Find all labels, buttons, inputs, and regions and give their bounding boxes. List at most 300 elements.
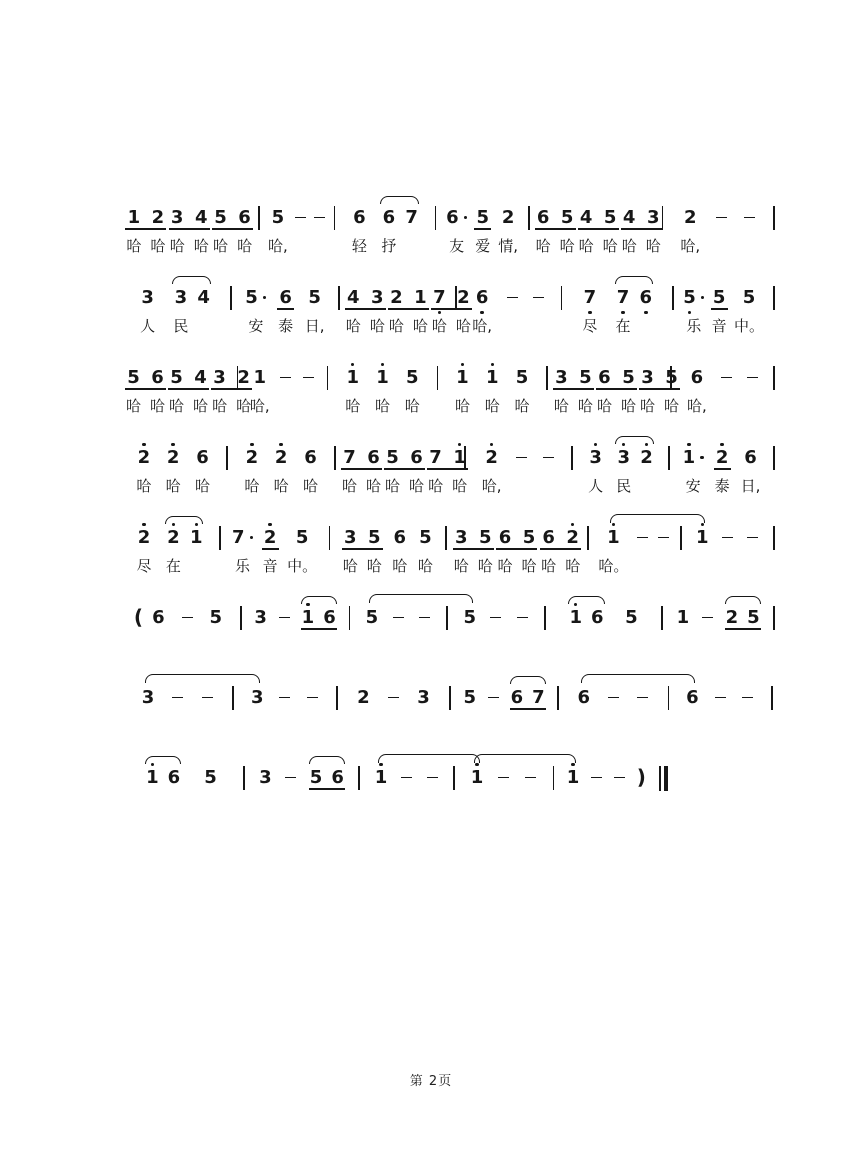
note-group — [530, 286, 547, 309]
note-glyph — [357, 686, 370, 709]
note-digit: 1 — [456, 366, 469, 389]
note-glyph — [245, 286, 266, 309]
note-digit: 4 — [194, 207, 208, 228]
note-group — [638, 366, 681, 416]
dash-cell — [532, 286, 545, 309]
note-cell — [194, 206, 209, 256]
note-glyph — [457, 286, 470, 309]
note-glyph — [476, 206, 489, 229]
note-group — [485, 686, 502, 709]
note-group — [495, 766, 512, 789]
note-digit: 1 — [569, 606, 582, 629]
note-group — [171, 286, 212, 336]
duration-dash — [716, 217, 727, 219]
note-cell — [726, 606, 739, 629]
dash-cell — [613, 766, 626, 789]
note-glyph — [417, 686, 430, 709]
note-glyph — [151, 366, 164, 389]
note-glyph — [479, 526, 492, 549]
note-digit: 5 — [271, 207, 285, 228]
note-cell — [712, 286, 727, 336]
final-barline-thick — [664, 766, 669, 791]
duration-dash — [307, 697, 318, 699]
measure — [669, 686, 771, 709]
note-glyph — [426, 766, 439, 789]
dash-cell — [497, 766, 510, 789]
measure — [455, 766, 553, 789]
note-digit: 5 — [386, 447, 399, 468]
note-glyph — [331, 766, 344, 789]
note-group — [303, 286, 327, 336]
note-digit: 6 — [640, 286, 653, 309]
note-cell — [640, 366, 655, 416]
note-digit: 1 — [253, 367, 267, 388]
note-digit: 3 — [646, 207, 660, 228]
lyric: 哈 — [602, 237, 618, 255]
octave-dot-high — [351, 363, 354, 366]
note-glyph — [446, 206, 467, 229]
note-cell — [475, 206, 490, 256]
note-group — [483, 366, 502, 416]
note-group — [243, 286, 268, 336]
note-cell — [170, 206, 185, 256]
note-glyph — [400, 766, 413, 789]
dash-cell — [720, 366, 733, 389]
measure — [330, 526, 445, 576]
note-group — [744, 526, 761, 549]
note-glyph — [665, 366, 678, 389]
note-group — [424, 766, 441, 789]
lyric: 民 — [173, 317, 189, 335]
note-glyph — [714, 686, 727, 709]
note-group — [344, 286, 387, 336]
octave-dot-high — [151, 763, 154, 766]
note-group — [144, 766, 182, 789]
note-digit: 5 — [309, 767, 323, 788]
note-digit: 6 — [510, 687, 524, 708]
note-glyph — [569, 606, 582, 629]
note-glyph — [296, 526, 309, 549]
measure — [360, 766, 453, 789]
note-group — [596, 526, 630, 576]
note-digit: 6 — [577, 687, 591, 708]
note-group — [685, 366, 709, 416]
measure — [466, 446, 572, 496]
note-glyph — [383, 206, 396, 229]
note-digit: 2 — [151, 207, 165, 228]
duration-dash — [721, 377, 732, 379]
note-digit: 1 — [567, 766, 580, 789]
note-group — [311, 206, 328, 229]
note-cell — [715, 446, 730, 496]
duration-dash — [388, 697, 399, 699]
note-digit: 3 — [555, 367, 568, 388]
note-group — [230, 526, 255, 576]
augmentation-dot — [700, 456, 704, 460]
note-group — [635, 766, 648, 789]
lyric: 哈 — [521, 557, 537, 575]
note-group — [684, 686, 701, 709]
note-digit: 6 — [686, 687, 699, 708]
dash-cell — [426, 766, 439, 789]
measure — [682, 526, 774, 549]
note-group — [164, 446, 183, 496]
note-digit: 6 — [598, 367, 611, 388]
note-digit: 6 — [690, 367, 704, 388]
octave-dot-high — [381, 363, 384, 366]
note-group — [383, 446, 426, 496]
note-glyph — [489, 606, 502, 629]
note-digit: 6 — [353, 207, 366, 228]
note-group — [261, 526, 280, 576]
note-group — [138, 286, 157, 336]
note-group — [495, 526, 538, 576]
note-digit: 2 — [275, 446, 288, 469]
note-cell — [485, 366, 500, 416]
note-group — [480, 446, 504, 496]
note-cell — [588, 446, 603, 496]
note-cell — [392, 526, 407, 576]
note-digit: 2 — [566, 526, 579, 549]
note-cell — [244, 446, 259, 496]
lyric: 哈 — [514, 397, 530, 415]
duration-dash — [427, 777, 438, 779]
note-digit: 6 — [238, 207, 251, 228]
note-cell — [579, 206, 594, 256]
note-group — [242, 446, 261, 496]
note-digit: 5 — [419, 527, 432, 548]
barline — [773, 366, 775, 390]
note-cell — [126, 366, 141, 416]
note-glyph — [637, 766, 646, 789]
score-line-2 — [120, 286, 775, 336]
lyric: 哈 — [578, 237, 594, 255]
note-cell — [418, 526, 433, 576]
lyric: 哈, — [680, 237, 701, 255]
note-group — [140, 686, 157, 709]
dash-cell — [418, 606, 431, 629]
dash-cell — [171, 686, 184, 709]
note-digit: 7 — [617, 286, 630, 309]
note-cell — [455, 366, 470, 416]
note-glyph — [254, 366, 267, 389]
note-glyph — [691, 366, 704, 389]
lyric: 哈 — [237, 237, 253, 255]
note-cell — [616, 286, 631, 336]
note-digit: 3 — [250, 687, 264, 708]
note-digit: 5 — [683, 286, 696, 309]
note-glyph — [405, 206, 418, 229]
note-digit: 7 — [532, 687, 545, 708]
dash-cell — [657, 526, 670, 549]
octave-dot-high — [701, 523, 704, 526]
augmentation-dot — [263, 296, 267, 300]
duration-dash — [543, 457, 554, 459]
note-digit: 7 — [232, 527, 245, 548]
note-group — [373, 366, 392, 416]
note-cell — [482, 446, 502, 496]
lyric: 哈 — [366, 557, 382, 575]
note-cell — [305, 286, 325, 336]
note-glyph — [171, 206, 184, 229]
duration-dash — [419, 617, 430, 619]
note-digit: 4 — [579, 207, 593, 228]
note-digit: 5 — [463, 687, 477, 708]
duration-dash — [614, 777, 625, 779]
note-digit: 1 — [471, 766, 484, 789]
note-group — [469, 766, 486, 789]
note-digit: 3 — [343, 527, 357, 548]
score-line-5 — [120, 526, 775, 576]
note-cell — [541, 526, 556, 576]
measure — [663, 606, 773, 629]
dash-cell — [636, 686, 649, 709]
measure — [120, 286, 230, 336]
note-digit: 4 — [197, 287, 210, 308]
note-group — [124, 366, 167, 416]
lyric: 安 — [685, 477, 701, 495]
duration-dash — [516, 457, 527, 459]
note-digit: 5 — [209, 607, 222, 628]
note-cell — [303, 446, 318, 496]
note-group — [681, 446, 706, 496]
measure — [448, 606, 544, 629]
lyric: 哈 — [663, 397, 679, 415]
lyric: 哈 — [428, 477, 444, 495]
dash-cell — [515, 446, 528, 469]
note-digit: 5 — [665, 367, 678, 388]
lyric: 哈, — [686, 397, 707, 415]
note-glyph — [353, 206, 366, 229]
note-glyph — [523, 526, 536, 549]
note-cell — [254, 606, 267, 629]
note-digit: 5 — [476, 207, 489, 228]
note-cell — [136, 526, 151, 576]
lyric: 哈 — [169, 397, 185, 415]
slur-arc — [725, 596, 761, 604]
note-glyph — [146, 766, 159, 789]
lyric: 哈 — [244, 477, 260, 495]
note-glyph — [532, 286, 545, 309]
note-group — [304, 686, 321, 709]
note-glyph — [279, 286, 292, 309]
note-digit: 1 — [486, 366, 499, 389]
note-glyph — [604, 206, 617, 229]
lyric: 哈 — [454, 397, 470, 415]
note-digit: 5 — [308, 287, 321, 308]
dash-cell — [741, 686, 754, 709]
measure — [447, 526, 587, 576]
note-digit: 4 — [622, 207, 636, 228]
note-digit: 7 — [433, 286, 446, 309]
measure — [242, 606, 349, 629]
octave-dot-high — [461, 363, 464, 366]
note-glyph — [197, 286, 210, 309]
duration-dash — [279, 697, 290, 699]
duration-dash — [742, 697, 753, 699]
note-glyph — [175, 286, 188, 309]
note-digit: 5 — [747, 607, 760, 628]
note-digit: 1 — [676, 607, 690, 628]
barline — [773, 606, 775, 630]
note-glyph — [168, 766, 181, 789]
duration-dash — [591, 777, 602, 779]
note-cell — [747, 606, 760, 629]
note-cell — [417, 686, 430, 709]
note-glyph — [275, 446, 288, 469]
note-glyph — [387, 686, 400, 709]
note-digit: 2 — [357, 687, 370, 708]
lyric: 哈 — [452, 477, 468, 495]
note-cell — [554, 366, 569, 416]
note-group — [620, 206, 663, 256]
note-group — [614, 286, 655, 336]
note-group — [513, 366, 532, 416]
note-glyph — [746, 526, 759, 549]
note-glyph — [743, 206, 756, 229]
note-glyph — [747, 606, 760, 629]
lyric: 哈 — [126, 397, 142, 415]
note-glyph — [347, 286, 360, 309]
measure — [328, 366, 436, 416]
note-cell — [152, 606, 165, 629]
note-group — [470, 286, 494, 336]
octave-dot-high — [379, 763, 382, 766]
lyric: 哈 — [342, 557, 358, 575]
note-glyph — [516, 366, 529, 389]
note-cell — [622, 206, 637, 256]
lyric: 哈 — [559, 237, 575, 255]
octave-dot-high — [171, 443, 174, 446]
lyric: 日, — [740, 477, 761, 495]
note-cell — [168, 766, 181, 789]
note-glyph — [486, 366, 499, 389]
note-digit: 3 — [589, 446, 602, 469]
note-glyph — [246, 446, 259, 469]
note-group — [634, 686, 651, 709]
measure — [562, 286, 672, 336]
note-group — [744, 366, 761, 389]
lyric: 轻 — [351, 237, 367, 255]
note-digit: 6 — [304, 447, 317, 468]
note-cell — [375, 766, 388, 789]
note-glyph — [344, 526, 357, 549]
note-glyph — [128, 206, 141, 229]
note-group — [199, 686, 216, 709]
note-group — [387, 286, 430, 336]
note-glyph — [259, 766, 272, 789]
note-group — [373, 766, 390, 789]
octave-dot-high — [306, 603, 309, 606]
note-group — [719, 526, 736, 549]
note-digit: 6 — [591, 607, 604, 628]
note-digit: 7 — [429, 447, 442, 468]
barline — [773, 206, 775, 230]
note-digit: 2 — [167, 446, 180, 469]
note-digit: 6 — [536, 207, 550, 228]
note-glyph — [686, 686, 699, 709]
note-digit: 2 — [138, 446, 151, 469]
note-group — [169, 686, 186, 709]
note-glyph — [264, 526, 277, 549]
note-digit: 3 — [213, 367, 226, 388]
lyric: 哈 — [553, 397, 569, 415]
duration-dash — [533, 297, 544, 299]
note-cell — [367, 526, 382, 576]
lyric: 哈。 — [598, 557, 629, 575]
duration-dash — [637, 537, 648, 539]
note-digit: 5 — [245, 287, 258, 308]
note-group — [248, 366, 272, 416]
duration-dash — [608, 697, 619, 699]
note-group — [193, 446, 212, 496]
dash-cell — [636, 526, 649, 549]
note-cell — [567, 766, 580, 789]
note-cell — [511, 686, 524, 709]
note-cell — [582, 286, 597, 336]
duration-dash — [744, 217, 755, 219]
note-group — [426, 446, 469, 496]
note-glyph — [476, 286, 489, 309]
measure — [120, 206, 258, 256]
measure — [674, 286, 774, 336]
note-glyph — [463, 606, 476, 629]
note-digit: 2 — [237, 367, 250, 388]
note-cell — [173, 286, 188, 336]
dash-cell — [746, 366, 759, 389]
note-digit: 6 — [393, 527, 407, 548]
note-digit: 5 — [170, 367, 183, 388]
note-cell — [259, 766, 272, 789]
lyric: 哈 — [213, 237, 229, 255]
note-cell — [637, 766, 646, 789]
lyric: 中。 — [287, 557, 318, 575]
note-glyph — [716, 446, 729, 469]
note-cell — [696, 526, 709, 549]
measure — [338, 686, 449, 709]
note-cell — [741, 446, 761, 496]
note-glyph — [589, 446, 602, 469]
note-glyph — [497, 766, 510, 789]
dash-cell — [715, 206, 728, 229]
octave-dot-high — [142, 523, 145, 526]
note-group — [487, 606, 504, 629]
duration-dash — [488, 697, 499, 699]
note-glyph — [455, 526, 468, 549]
note-glyph — [254, 606, 267, 629]
measure — [559, 686, 668, 709]
note-glyph — [371, 286, 384, 309]
note-digit: 5 — [625, 607, 638, 628]
note-cell — [343, 526, 358, 576]
dash-cell — [302, 366, 315, 389]
measure — [123, 686, 232, 709]
note-cell — [146, 766, 159, 789]
duration-dash — [172, 697, 183, 699]
note-cell — [640, 446, 653, 469]
octave-dot-low — [644, 311, 647, 314]
measure — [335, 206, 434, 256]
note-group — [340, 446, 383, 496]
note-digit: 6 — [367, 447, 380, 468]
note-cell — [385, 446, 400, 496]
note-cell — [532, 686, 545, 709]
note-glyph — [152, 606, 165, 629]
note-group — [282, 766, 299, 789]
note-group — [292, 206, 309, 229]
lyric: 哈 — [345, 397, 361, 415]
note-glyph — [744, 446, 757, 469]
